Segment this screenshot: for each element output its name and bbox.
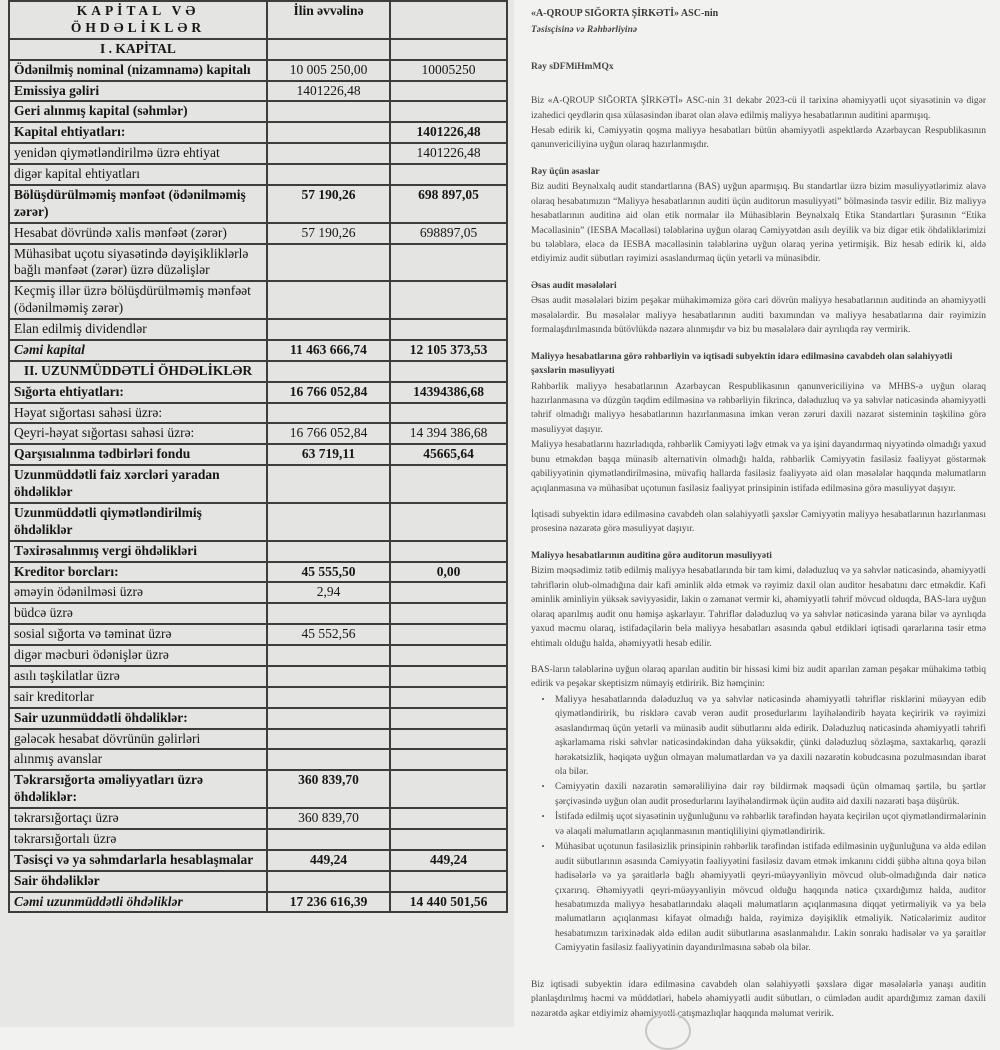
row-label: Emissiya gəliri	[9, 81, 267, 102]
report-paragraph: Rəhbərlik maliyyə hesabatlarının Azərbaycan Respublikasının qanunvericiliyinə və MHBS-ə uyğun olaraq hazırlanmasına və düzgün təqdim edilməsinə və rəhbərliyin fikrincə, dələduzluq və ya səhvlər nəticəsində əhəmiyyətli təhrif olmadığı maliyyə hesabatlarının hazırlanmasına imkan verən zəruri daxili nəzarət sisteminin təşkilinə görə məsuliyyət daşıyır.	[531, 381, 986, 435]
table-row	[9, 603, 507, 624]
bullet-text: Maliyyə hesabatlarında dələduzluq və ya səhvlər nəticəsində əhəmiyyətli təhriflər risklərini müəyyən edib qiymətləndiririk, bu risklərə cavab verən audit prosedurlarını layihələndirib həyata keçiririk və rəyimizi əsaslandırmaq üçün yetərli və münasib audit sübutlarını əldə edirik. Dələduzluq nəticəsində əhəmiyyətli təhrifi aşkarlamama riski səhvlər nəticəsindəkindən daha yüksəkdir, çünki dələduzluq sözləşmə, saxtakarlıq, qərəzli hərəkətsizlik, həqiqətə uyğun olmayan məlumatlardan və ya daxili nəzarətin kobudcasına pozulmasından ibarət ola bilər.	[555, 694, 986, 777]
table-row	[9, 244, 507, 282]
audit-report	[531, 6, 986, 1033]
row-value-col2	[390, 81, 507, 102]
row-label: Təxirəsalınmış vergi öhdəlikləri	[9, 541, 267, 562]
row-label: yenidən qiymətləndirilmə üzrə ehtiyat	[9, 143, 267, 164]
row-value-col1	[267, 871, 390, 892]
row-value-col1	[267, 319, 390, 340]
row-label: sair kreditorlar	[9, 687, 267, 708]
row-label: digər kapital ehtiyatları	[9, 164, 267, 185]
table-row	[9, 164, 507, 185]
row-value-col2	[390, 582, 507, 603]
table-row	[9, 423, 507, 444]
row-label: digər məcburi ödənişlər üzrə	[9, 645, 267, 666]
row-label: I . KAPİTAL	[9, 39, 267, 60]
row-value-col2	[390, 39, 507, 60]
row-value-col1: 57 190,26	[267, 185, 390, 223]
column-header-blank	[390, 1, 507, 39]
row-value-col1: 17 236 616,39	[267, 892, 390, 913]
row-value-col2	[390, 666, 507, 687]
report-paragraph: Əsas audit məsələləri bizim peşəkar mühakiməmizə görə cari dövrün maliyyə hesabatlarının auditində ən əhəmiyyətli məsələlərdir. Bu məsələlər maliyyə hesabatlarının auditi baxımından və maliyyə hesabatlarına dair rəyimizin formalaşdırılmasında bütövlükdə nəzərə alınmışdır və biz bu məsələlərə dair ayrılıqda rəy vermirik.	[531, 296, 986, 336]
table-row	[9, 444, 507, 465]
table-row	[9, 101, 507, 122]
row-value-col1: 11 463 666,74	[267, 340, 390, 361]
report-subtitle: Təsisçisinə və Rəhbərliyinə	[531, 25, 638, 36]
table-row	[9, 319, 507, 340]
row-value-col1: 45 552,56	[267, 624, 390, 645]
row-value-col1	[267, 603, 390, 624]
bullet-icon: •	[541, 842, 545, 852]
report-section-heading: Əsas audit məsələləri	[531, 280, 617, 291]
row-value-col2	[390, 708, 507, 729]
row-value-col1	[267, 503, 390, 541]
row-label: Həyat sığortası sahəsi üzrə:	[9, 403, 267, 424]
row-label: alınmış avanslar	[9, 749, 267, 770]
row-value-col1	[267, 541, 390, 562]
table-row	[9, 81, 507, 102]
table-row	[9, 687, 507, 708]
row-label: sosial sığorta və təminat üzrə	[9, 624, 267, 645]
row-value-col2	[390, 603, 507, 624]
row-value-col1: 360 839,70	[267, 808, 390, 829]
row-value-col1: 16 766 052,84	[267, 423, 390, 444]
table-row	[9, 541, 507, 562]
report-reference: Rəy sDFMiHmMQx	[531, 61, 614, 72]
row-value-col2	[390, 541, 507, 562]
row-label: Kreditor borcları:	[9, 562, 267, 583]
report-paragraph: Hesab edirik ki, Cəmiyyətin qoşma maliyyə hesabatları bütün əhəmiyyətli aspektlərdə Azərbaycan Respublikasının qanunvericiliyinə uyğun olaraq hazırlanmışdır.	[531, 125, 986, 151]
row-value-col1	[267, 164, 390, 185]
row-value-col2	[390, 687, 507, 708]
table-row	[9, 645, 507, 666]
row-value-col1	[267, 244, 390, 282]
table-row	[9, 340, 507, 361]
row-value-col1	[267, 645, 390, 666]
row-label: Ödənilmiş nominal (nizamnamə) kapitalı	[9, 60, 267, 81]
row-label: asılı təşkilatlar üzrə	[9, 666, 267, 687]
row-value-col2	[390, 101, 507, 122]
table-row	[9, 729, 507, 750]
row-value-col1	[267, 122, 390, 143]
table-row	[9, 708, 507, 729]
table-row	[9, 871, 507, 892]
table-row	[9, 382, 507, 403]
row-value-col1: 57 190,26	[267, 223, 390, 244]
row-value-col2	[390, 624, 507, 645]
row-value-col1: 45 555,50	[267, 562, 390, 583]
row-value-col1: 2,94	[267, 582, 390, 603]
row-value-col2: 10005250	[390, 60, 507, 81]
report-paragraph: Biz «A-QROUP SIĞORTA ŞİRKƏTİ» ASC-nin 31 dekabr 2023-cü il tarixinə əhəmiyyətli uçot siyasətinin və digər izahedici qeydlərin qısa xülasəsindən ibarət olan əlavə edilmiş maliyyə hesabatlarının auditini aparmışıq.	[531, 96, 986, 121]
report-paragraph: Maliyyə hesabatlarını hazırladıqda, rəhbərlik Cəmiyyəti ləğv etmək və ya işini dayandırmaq niyyətində olmadığı yaxud bunu etməkdən başqa münasib alternativin olmadığı halda, rəhbərlik Cəmiyyətin fasiləsiz fəaliyyət göstərmək qabiliyyətinin qiymətləndirilməsinə, müvafiq hallarda fasiləsiz fəaliyyətə aid olan məsələlər haqqında məlumatların açıqlanmasına və mühasibat uçotunun fasiləsiz fəaliyyət prinsipinin istifadə edilməsinə görə məsuliyyət daşıyır.	[531, 440, 986, 494]
row-value-col1: 449,24	[267, 850, 390, 871]
row-value-col1	[267, 143, 390, 164]
report-section-heading: Maliyyə hesabatlarının auditinə görə auditorun məsuliyyəti	[531, 550, 772, 561]
table-row	[9, 185, 507, 223]
report-paragraph: Biz auditi Beynəlxalq audit standartlarına (BAS) uyğun aparmışıq. Bu standartlar üzrə bizim məsuliyyətlərimiz əlavə olaraq hesabatımızın “Maliyyə hesabatlarının auditi üçün auditorun məsuliyyəti” bölməsində təsvir edilir. Biz maliyyə hesabatlarının auditinə aid olan etik normalar ilə Mühasiblərin Beynəlxalq Etika Standartları Şurasının “Etika Məcəllasinin” (IESBA Məcəlləsi) tələblərinə uyğun olaraq Cəmiyyətdən asılı deyilik və biz digər etik öhdəliklərimizi bu tələblərə, eləcə də IESBA məcəlləsinin tələblərinə uyğun olaraq yerinə yetirmişik. Biz hesab edirik ki, əldə etdiyimiz audit sübutları rəyimizi əsaslandırmaq üçün yetərli və münasibdir.	[531, 182, 986, 265]
table-row	[9, 503, 507, 541]
row-value-col2	[390, 770, 507, 808]
report-bullet-item	[531, 810, 986, 839]
row-label: Sığorta ehtiyatları:	[9, 382, 267, 403]
table-row	[9, 666, 507, 687]
row-value-col2	[390, 164, 507, 185]
row-label: II. UZUNMÜDDƏTLİ ÖHDƏLİKLƏR	[9, 361, 267, 382]
report-bullet-item	[531, 780, 986, 809]
report-section-heading: Rəy üçün əsaslar	[531, 166, 600, 177]
bullet-text: İstifadə edilmiş uçot siyasətinin uyğunluğunu və rəhbərlik tərəfindən həyata keçirilən uçot qiymətləndirmələrinin və əlaqəli məlumatların açıqlanmasının məntiqliliyini qiymətləndiririk.	[555, 812, 986, 837]
row-label: Təsisçi və ya səhmdarlarla hesablaşmalar	[9, 850, 267, 871]
row-label: Keçmiş illər üzrə bölüşdürülməmiş mənfəət (ödənilməmiş zərər)	[9, 281, 267, 319]
row-value-col2	[390, 503, 507, 541]
row-value-col1	[267, 749, 390, 770]
table-row	[9, 749, 507, 770]
table-row	[9, 281, 507, 319]
row-value-col2	[390, 749, 507, 770]
report-bullet-item	[531, 840, 986, 956]
table-title: KAPİTAL VƏ ÖHDƏLİKLƏR	[9, 1, 267, 39]
row-label: təkrarsığortalı üzrə	[9, 829, 267, 850]
row-value-col1: 16 766 052,84	[267, 382, 390, 403]
row-value-col1	[267, 708, 390, 729]
row-value-col2: 698 897,05	[390, 185, 507, 223]
row-label: təkrarsığortaçı üzrə	[9, 808, 267, 829]
row-value-col2: 45665,64	[390, 444, 507, 465]
report-paragraph: BAS-ların tələblərinə uyğun olaraq aparılan auditin bir hissəsi kimi biz audit aparılan zaman peşəkar mühakimə tətbiq edirik və peşəkar skeptisizm nümayiş etdiririk. Biz həmçinin:	[531, 664, 986, 690]
report-paragraph: Biz iqtisadi subyektin idarə edilməsinə cavabdeh olan səlahiyyətli şəxslərə digər məsələlərlə yanaşı auditin planlaşdırılmış həcmi və müddətləri, habelə əhəmiyyətli audit sübutları, o cümlədən audit apardığımız zaman daxili nəzarətdə aşkar etdiyimiz əhəmiyyətli çatışmazlıqlar haqqında məlumat veririk.	[531, 979, 986, 1019]
table-row	[9, 829, 507, 850]
row-value-col2	[390, 729, 507, 750]
row-value-col1	[267, 101, 390, 122]
row-label: büdcə üzrə	[9, 603, 267, 624]
balance-table	[8, 0, 508, 913]
table-row	[9, 562, 507, 583]
row-value-col2: 14 394 386,68	[390, 423, 507, 444]
table-row	[9, 39, 507, 60]
row-label: gələcək hesabat dövrünün gəlirləri	[9, 729, 267, 750]
table-row	[9, 808, 507, 829]
row-value-col1: 1401226,48	[267, 81, 390, 102]
table-row	[9, 403, 507, 424]
row-label: Cəmi uzunmüddətli öhdəliklər	[9, 892, 267, 913]
row-value-col1: 360 839,70	[267, 770, 390, 808]
column-header-start-of-year: İlin əvvəlinə	[267, 1, 390, 39]
row-label: Mühasibat uçotu siyasətində dəyişikliklərlə bağlı mənfəət (zərər) üzrə düzəlişlər	[9, 244, 267, 282]
bullet-text: Mühasibat uçotunun fasiləsizlik prinsipinin rəhbərlik tərəfindən istifadə edilməsinin uyğunluğuna və əldə edilən audit sübutlarının əsasında Cəmiyyətin fəaliyyətini fasiləsiz davam etmək imkanını ciddi şübhə altına qoya bilən hadisələrlə və ya şəraitlərlə bağlı əhəmiyyətli qeyri-müəyyənliyin mövcud olub-olmadığında dair nəticə çıxarırıq. Əhəmiyyətli qeyri-müəyyənliyin mövcud olduğu haqqında nəticə çıxardığımız halda, auditor hesabatımızda maliyyə hesabatlarındakı əlaqəli məlumatların açıqlanmasına diqqət yetirməliyik və ya belə məlumatların açıqlanması kifayət olmadığı halda, rəyimizə dəyişiklik etməliyik. Nəticələrimiz auditor hesabatımızın tarixinədək əldə edilən audit sübutlarına əsaslanmalıdır. Lakin sonrakı hadisələr və ya şəraitlər Cəmiyyətin fasiləsiz fəaliyyətinin dayandırılmasına səbəb ola bilər.	[555, 842, 986, 954]
row-label: Qarşısıalınma tədbirləri fondu	[9, 444, 267, 465]
row-value-col2: 1401226,48	[390, 143, 507, 164]
row-label: Uzunmüddətli qiymətləndirilmiş öhdəliklər	[9, 503, 267, 541]
table-row	[9, 892, 507, 913]
row-value-col1	[267, 465, 390, 503]
row-value-col1	[267, 361, 390, 382]
balance-table-body	[9, 1, 507, 912]
row-value-col1: 63 719,11	[267, 444, 390, 465]
row-value-col1	[267, 687, 390, 708]
row-label: Kapital ehtiyatları:	[9, 122, 267, 143]
row-value-col2: 1401226,48	[390, 122, 507, 143]
row-value-col1	[267, 403, 390, 424]
table-row	[9, 122, 507, 143]
row-value-col2: 698897,05	[390, 223, 507, 244]
row-value-col2: 12 105 373,53	[390, 340, 507, 361]
row-label: Elan edilmiş dividendlər	[9, 319, 267, 340]
row-label: Təkrarsığorta əməliyyatları üzrə öhdəliklər:	[9, 770, 267, 808]
row-value-col1: 10 005 250,00	[267, 60, 390, 81]
table-row	[9, 60, 507, 81]
row-value-col2	[390, 645, 507, 666]
row-value-col2	[390, 465, 507, 503]
row-value-col2: 0,00	[390, 562, 507, 583]
row-label: Qeyri-həyat sığortası sahəsi üzrə:	[9, 423, 267, 444]
row-value-col2	[390, 319, 507, 340]
row-value-col2	[390, 829, 507, 850]
row-label: Hesabat dövründə xalis mənfəət (zərər)	[9, 223, 267, 244]
table-row	[9, 624, 507, 645]
row-value-col1	[267, 666, 390, 687]
row-value-col2	[390, 403, 507, 424]
stamp-mark	[645, 1012, 691, 1050]
table-header-row	[9, 1, 507, 39]
row-label: Uzunmüddətli faiz xərcləri yaradan öhdəliklər	[9, 465, 267, 503]
row-label: əməyin ödənilməsi üzrə	[9, 582, 267, 603]
bullet-text: Cəmiyyətin daxili nəzarətin səmərəliliyinə dair rəy bildirmək məqsədi üçün olmamaq şərtilə, bu şərtlər şərçivəsində uyğun olan audit prosedurlarını layihələndirmək üçün auditə aid daxili nəzarəti başa düşürük.	[555, 782, 986, 807]
report-section-heading: Maliyyə hesabatlarına görə rəhbərliyin və iqtisadi subyektin idarə edilməsinə cavabdeh olan səlahiyyətli şəxslərin məsuliyyəti	[531, 351, 953, 377]
row-value-col2	[390, 808, 507, 829]
report-paragraph: İqtisadi subyektin idarə edilməsinə cavabdeh olan səlahiyyətli şəxslər Cəmiyyətin maliyyə hesabatlarının hazırlanması prosesinə nəzarətə görə məsuliyyət daşıyır.	[531, 510, 986, 535]
row-value-col1	[267, 281, 390, 319]
report-bullet-list	[531, 693, 986, 956]
table-row	[9, 465, 507, 503]
report-title: «A-QROUP SIĞORTA ŞİRKƏTİ» ASC-nin	[531, 8, 719, 19]
row-value-col2	[390, 361, 507, 382]
row-label: Geri alınmış kapital (səhmlər)	[9, 101, 267, 122]
row-value-col2: 14 440 501,56	[390, 892, 507, 913]
row-value-col2: 14394386,68	[390, 382, 507, 403]
table-row	[9, 361, 507, 382]
row-label: Sair öhdəliklər	[9, 871, 267, 892]
row-value-col2: 449,24	[390, 850, 507, 871]
table-row	[9, 582, 507, 603]
bullet-icon: •	[541, 694, 545, 704]
bullet-icon: •	[541, 782, 545, 792]
report-body	[531, 60, 986, 1021]
table-row	[9, 770, 507, 808]
row-value-col2	[390, 281, 507, 319]
table-row	[9, 850, 507, 871]
report-paragraph: Bizim məqsədimiz tətib edilmiş maliyyə hesabatlarında bir tam kimi, dələduzluq və ya səhvlər nəticəsində, əhəmiyyətli təhriflərin olub-olmadığına dair kafi əminlik əldə etmək və rəyimiz daxil olan auditor hesabatını dərc etməkdir. Kafi əminlik əminliyin yüksək səviyyəsidir, lakin o zəmanət vermir ki, əhəmiyyətli təhrif mövcud olduqda, BAS-lara uyğun olaraq aparılmış audit onu həmişə aşkarlayır. Təhriflər dələduzluq və ya səhvlər nəticəsində yarana bilər və ayrılıqda yaxud məcmu olaraq, istifadəçilərin belə maliyyə hesabatları əsasında qəbul etdikləri iqtisadi qərarlarına təsir etmə ehtimalı olduğu halda, əhəmiyyətli hesab edilir.	[531, 566, 986, 649]
report-bullet-item	[531, 693, 986, 780]
row-value-col1	[267, 729, 390, 750]
row-value-col1	[267, 829, 390, 850]
row-value-col2	[390, 871, 507, 892]
table-row	[9, 143, 507, 164]
row-label: Bölüşdürülməmiş mənfəət (ödənilməmiş zərər)	[9, 185, 267, 223]
row-value-col1	[267, 39, 390, 60]
bullet-icon: •	[541, 812, 545, 822]
row-value-col2	[390, 244, 507, 282]
table-row	[9, 223, 507, 244]
row-label: Cəmi kapital	[9, 340, 267, 361]
row-label: Sair uzunmüddətli öhdəliklər:	[9, 708, 267, 729]
